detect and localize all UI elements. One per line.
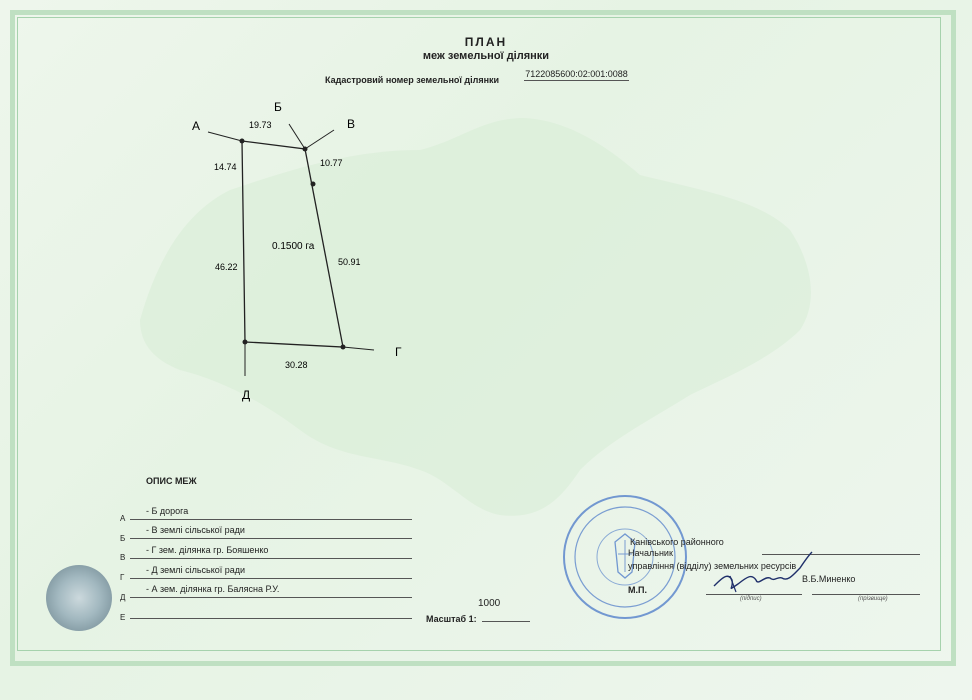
row-letter: Б xyxy=(120,534,126,543)
row-line xyxy=(130,618,412,619)
arrow-b xyxy=(289,124,305,149)
scale-label: Масштаб 1: xyxy=(426,614,477,624)
row-letter: В xyxy=(120,553,126,562)
point-label-a: А xyxy=(192,119,201,133)
row-text: - Б дорога xyxy=(146,506,189,516)
row-letter: А xyxy=(120,514,126,523)
name-caption: (прізвище) xyxy=(858,596,888,602)
signer-name: В.Б.Миненко xyxy=(802,574,856,584)
segment-vg: 50.91 xyxy=(338,257,361,267)
security-hologram xyxy=(46,565,112,631)
cadastral-number: 7122085600:02:001:0088 xyxy=(525,69,628,79)
vertex-d xyxy=(243,340,248,345)
row-line xyxy=(130,578,412,579)
arrow-g xyxy=(343,347,374,350)
point-label-d: Д xyxy=(242,388,251,402)
signer-position: Начальник xyxy=(628,548,673,558)
segment-bv: 10.77 xyxy=(320,158,343,168)
page-title: ПЛАН xyxy=(464,35,508,49)
row-line xyxy=(130,558,412,559)
row-text: - В землі сільської ради xyxy=(146,525,245,535)
row-letter: Г xyxy=(120,573,125,582)
segment-gd: 30.28 xyxy=(285,360,308,370)
vertex-b xyxy=(303,147,308,152)
signer-office: Канівського районного xyxy=(630,537,724,547)
name-line xyxy=(812,594,920,595)
point-label-b: Б xyxy=(274,100,282,114)
page-subtitle: меж земельної ділянки xyxy=(422,50,550,62)
boundary-heading: ОПИС МЕЖ xyxy=(146,476,197,486)
arrow-a xyxy=(208,132,242,141)
cadastral-label: Кадастровий номер земельної ділянки xyxy=(325,75,500,85)
row-line xyxy=(130,538,412,539)
vertex-g xyxy=(341,345,346,350)
point-label-g: Г xyxy=(395,345,402,359)
segment-da: 46.22 xyxy=(215,262,238,272)
point-label-v: В xyxy=(347,117,356,131)
plot-area: 0.1500 га xyxy=(272,241,315,252)
signer-department: управління (відділу) земельних ресурсів xyxy=(628,561,797,571)
arrow-v xyxy=(305,130,334,149)
segment-ab: 19.73 xyxy=(249,120,272,130)
row-text: - А зем. ділянка гр. Балясна Р.У. xyxy=(146,584,280,594)
row-line xyxy=(130,519,412,520)
signature-caption: (підпис) xyxy=(740,596,762,602)
stamp-place-label: М.П. xyxy=(628,585,647,595)
vertex-v xyxy=(311,182,316,187)
row-line xyxy=(130,597,412,598)
row-text: - Д землі сільської ради xyxy=(146,565,246,575)
scale-value: 1000 xyxy=(478,598,501,609)
row-text: - Г зем. ділянка гр. Бояшенко xyxy=(146,545,269,555)
scale-line xyxy=(482,621,530,622)
row-letter: Е xyxy=(120,613,126,622)
row-letter: Д xyxy=(120,593,126,602)
segment-a-top: 14.74 xyxy=(214,162,237,172)
handwritten-signature xyxy=(708,548,818,598)
vertex-a xyxy=(240,139,245,144)
